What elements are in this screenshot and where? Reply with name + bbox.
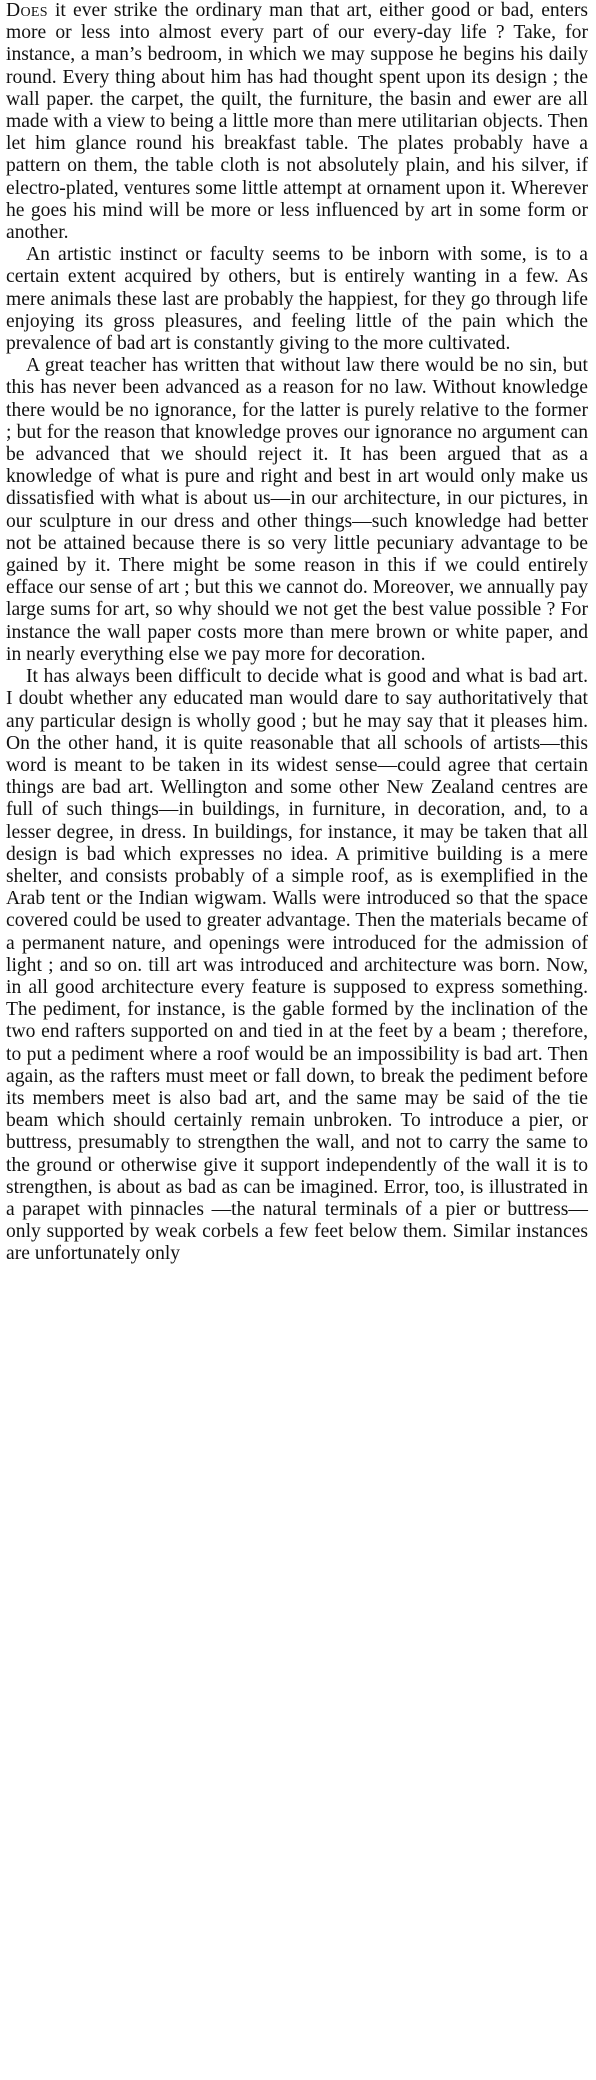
opening-word: Does [6, 0, 48, 21]
paragraph-4: It has always been difficult to decide what is good and what is bad art. I doubt whether any educated man would dare to say authoritatively that any particular design is wholly good ; but he may say that it pleases him. On the other hand, it is quite reasonable that all schools of artists—this word is meant to be taken in its widest sense—could agree that certain things are bad art. Wellington and some other New Zealand centres are full of such things—in buildings, in furniture, in decoration, and, to a lesser degree, in dress. In buildings, for instance, it may be taken that all design is bad which expresses no idea. A primitive building is a mere shelter, and consists probably of a simple roof, as is exemplified in the Arab tent or the Indian wigwam. Walls were introduced so that the space covered could be used to greater advantage. Then the materials became of a permanent nature, and openings were introduced for the admission of light ; and so on. till art was introduced and architecture was born. Now, in all good architecture every feature is supposed to express something. The pediment, for instance, is the gable formed by the inclination of the two end rafters supported on and tied in at the feet by a beam ; therefore, to put a pediment where a roof would be an impossibility is bad art. Then again, as the rafters must meet or fall down, to break the pediment before its members meet is also bad art, and the same may be said of the tie beam which should certainly remain unbroken. To introduce a pier, or buttress, presumably to strengthen the wall, and not to carry the same to the ground or otherwise give it support independently of the wall it is to strengthen, is about as bad as can be imagined. Error, too, is illustrated in a parapet with pinnacles —the natural terminals of a pier or buttress— only supported by weak corbels a few feet below them. Similar instances are unfortunately only [6, 666, 588, 1265]
paragraph-3: A great teacher has written that without law there would be no sin, but this has never been advanced as a reason for no law. Without knowledge there would be no ignorance, for the latter is purely relative to the former ; but for the reason that knowledge proves our ignorance no argument can be advanced that we should reject it. It has been argued that as a knowledge of what is pure and right and best in art would only make us dissatisfied with what is about us—in our architecture, in our pictures, in our sculpture in our dress and other things—such knowledge had better not be attained because there is so very little pecuniary advantage to be gained by it. There might be some reason in this if we could entirely efface our sense of art ; but this we cannot do. Moreover, we annually pay large sums for art, so why should we not get the best value possible ? For instance the wall paper costs more than mere brown or white paper, and in nearly everything else we pay more for decoration. [6, 355, 588, 665]
paragraph-1 [6, 0, 588, 244]
paragraph-2: An artistic instinct or faculty seems to be inborn with some, is to a certain extent acquired by others, but is entirely wanting in a few. As mere animals these last are probably the happiest, for they go through life enjoying its gross pleasures, and feeling little of the pain which the prevalence of bad art is constantly giving to the more cultivated. [6, 244, 588, 355]
paragraph-1-text: it ever strike the ordinary man that art, either good or bad, enters more or less into almost every part of our every-day life ? Take, for instance, a man’s bedroom, in which we may suppose he begins his daily round. Every thing about him has had thought spent upon its design ; the wall paper. the carpet, the quilt, the furniture, the basin and ewer are all made with a view to being a little more than mere utilitarian objects. Then let him glance round his breakfast table. The plates probably have a pattern on them, the table cloth is not absolutely plain, and his silver, if electro-plated, ventures some little attempt at ornament upon it. Wherever he goes his mind will be more or less influenced by art in some form or another. [6, 0, 588, 244]
